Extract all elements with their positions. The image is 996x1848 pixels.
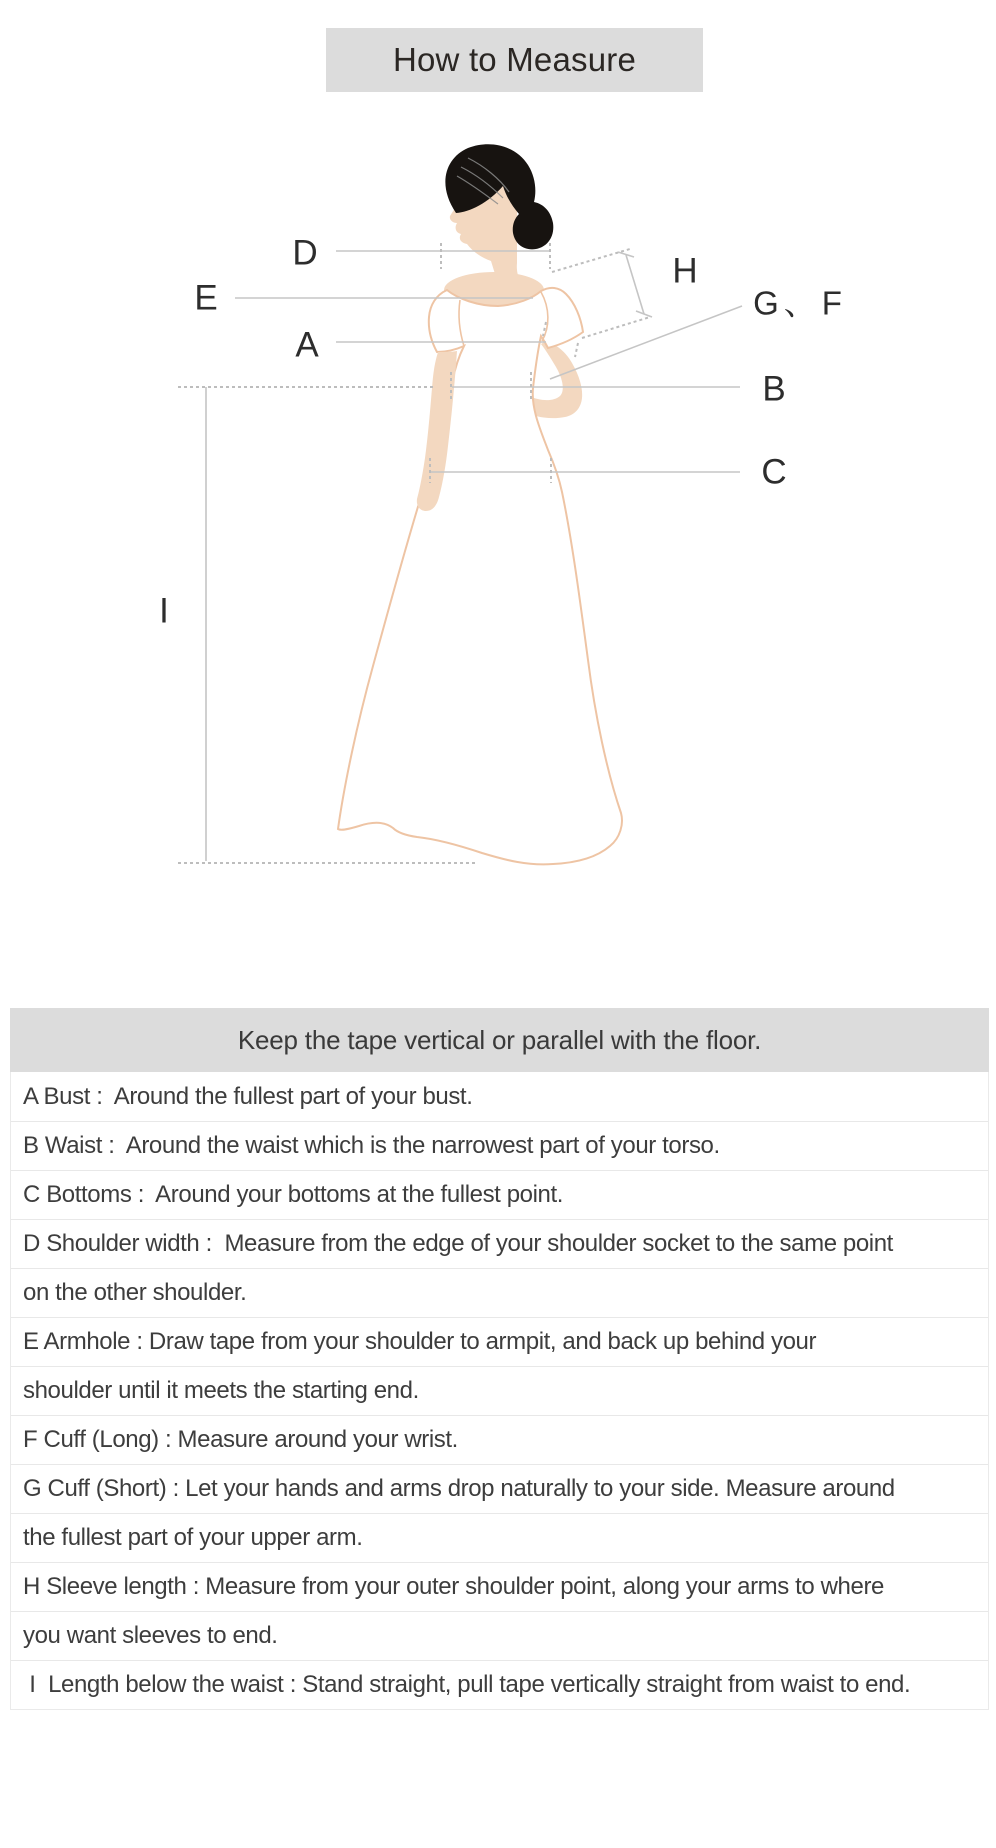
table-row: shoulder until it meets the starting end. [11, 1366, 988, 1415]
table-body [10, 1072, 989, 1710]
dress [338, 288, 622, 865]
sleeve-dotted-bottom [582, 317, 650, 338]
page-title: How to Measure [326, 28, 703, 92]
label-bust: A [295, 325, 319, 365]
table-row: G Cuff (Short) : Let your hands and arms drop naturally to your side. Measure around [11, 1464, 988, 1513]
table-row: H Sleeve length : Measure from your outer shoulder point, along your arms to where [11, 1562, 988, 1611]
table-row: on the other shoulder. [11, 1268, 988, 1317]
label-cuffs: G、F [753, 284, 847, 322]
table-row: C Bottoms : Around your bottoms at the fullest point. [11, 1170, 988, 1219]
label-bottoms: C [761, 452, 787, 492]
table-row: B Waist : Around the waist which is the narrowest part of your torso. [11, 1121, 988, 1170]
table-row: E Armhole : Draw tape from your shoulder to armpit, and back up behind your [11, 1317, 988, 1366]
cuff-tick-bottom [575, 343, 578, 357]
table-row: the fullest part of your upper arm. [11, 1513, 988, 1562]
measurement-table [10, 1008, 989, 1710]
table-header: Keep the tape vertical or parallel with the floor. [10, 1008, 989, 1072]
table-row: I Length below the waist : Stand straight, pull tape vertically straight from waist to end. [11, 1660, 988, 1709]
sleeve-bracket [626, 255, 644, 314]
table-row: A Bust : Around the fullest part of your bust. [23, 1082, 473, 1110]
table-row: D Shoulder width : Measure from the edge of your shoulder socket to the same point [11, 1219, 988, 1268]
label-waist: B [762, 369, 786, 409]
table-row: you want sleeves to end. [11, 1611, 988, 1660]
label-armhole: E [194, 278, 218, 318]
label-length-below-waist: I [159, 591, 169, 631]
label-shoulder: D [292, 233, 318, 273]
table-row: F Cuff (Long) : Measure around your wrist. [11, 1415, 988, 1464]
label-sleeve-length: H [672, 251, 698, 291]
